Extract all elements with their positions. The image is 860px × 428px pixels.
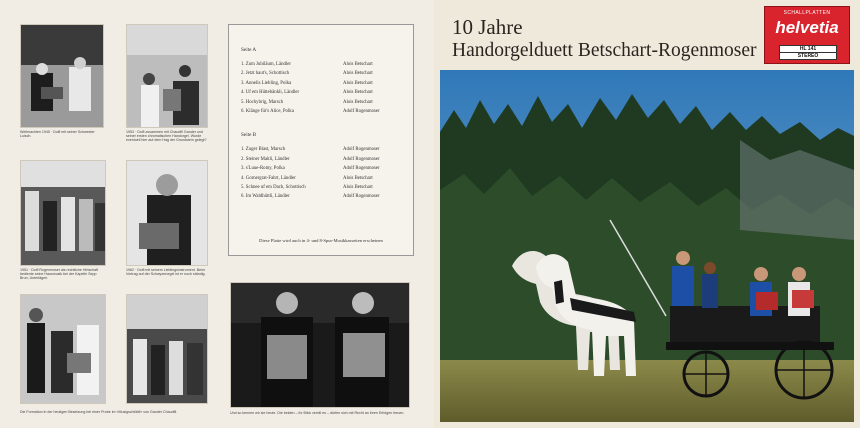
track-title: 1. Zum Jubiläum, Ländler [241,62,291,67]
side-a-tracks [241,60,401,116]
track-title: 3. s'Luue-Romy, Polka [241,166,285,172]
track-row [241,145,401,154]
side-b-label: Seite B [241,132,257,139]
track-composer: Adolf Rogenmoser [343,194,380,200]
track-row [241,98,401,107]
stereo-label: STEREO [780,52,836,59]
track-composer: Alois Betschart [343,80,373,86]
track-row [241,164,401,173]
label-logo [764,6,850,64]
track-row [241,79,401,88]
photo-musigstuebli [126,294,208,404]
front-cover [434,0,860,428]
caption-1: Weihnachten 1945 · Dolfi mit seiner Schwester Luisch. [20,130,95,139]
track-title: 3. Annelis Liebling, Polka [241,80,292,86]
cover-photo-carriage [440,70,854,422]
photo-band-1951 [20,160,106,266]
track-title: 2. Jetzt haut's, Schottisch [241,71,290,77]
track-title: 6. Im Waldhüttli, Ländler [241,194,290,200]
photo-rehearsal [20,294,106,404]
track-row [241,88,401,97]
track-composer: Alois Betschart [343,185,373,191]
caption-6: Und so kennen wir sie heute. Die beiden – ihr Blick verrät es – dürfen sich mit Recht an ihren Erfolgen freuen. [230,411,405,415]
track-row [241,155,401,164]
track-title: 1. Zuger Blast, Marsch [241,147,286,153]
catalog-box [779,45,837,60]
track-composer: Adolf Rogenmoser [343,147,380,153]
photo-1953 [126,24,208,128]
track-row [241,183,401,192]
track-composer: Alois Betschart [343,90,373,96]
caption-5: Die Formation in der heutigen Besetzung bei einer Probe im «Musigschtübli» von Gander Chaudfli. [20,410,178,414]
album-title-line2: Handorgelduett Betschart-Rogenmoser [452,40,757,61]
track-row [241,60,401,69]
side-b-tracks [241,145,401,201]
track-row [241,174,401,183]
track-composer: Adolf Rogenmoser [343,109,380,115]
tracklist-box [228,24,414,256]
track-title: 2. Steiner Maitli, Ländler [241,156,290,162]
track-row [241,107,401,116]
caption-3: 1951 · Dolfi Rogenmoser als rechtliche Hirtschaft bediente seine Hausmusik bei der Kapelle Sepp Brun, Unteriägeri. [20,268,99,281]
cassette-note: Diese Platte wird auch in 4- und 8-Spur-Musikkassetten erscheinen [259,238,383,243]
logo-top-text: SCHALLPLATTEN [783,10,831,16]
track-composer: Adolf Rogenmoser [343,166,380,172]
track-title: 4. Gornergrat-Fahrt, Ländler [241,175,296,181]
track-title: 5. Hochybrig, Marsch [241,99,284,105]
track-composer: Alois Betschart [343,99,373,105]
track-row [241,69,401,78]
track-composer: Alois Betschart [343,175,373,181]
caption-2: 1953 · Dolfi zusammen mit Chaudfli Gander und seiner ersten chromatischen Handorgel. Wurde eventuell hier auf dem Hag der Grundstein gelegt? [126,130,207,143]
track-title: 6. Klänge für's Alice, Polka [241,109,294,115]
photo-1962 [126,160,208,266]
track-composer: Adolf Rogenmoser [343,156,380,162]
side-a-label: Seite A [241,47,257,53]
track-title: 5. Schnee uf em Dach, Schottisch [241,185,306,191]
photo-duo-today [230,282,410,408]
photo-childhood-1945 [20,24,104,128]
caption-4: 1962 · Dolfi mit seinem Lieblingsinstrument. Beim Vortrag auf der Schwyzerorgel ist er noch ständig. [126,268,206,277]
track-composer: Alois Betschart [343,71,373,77]
track-title: 4. Uf em Hüttebänkli, Ländler [241,90,300,96]
catalog-number: HL 141 [799,46,817,52]
track-composer: Alois Betschart [343,62,373,67]
track-row [241,192,401,201]
album-title-line1: 10 Jahre [452,15,523,39]
logo-brand: helvetia [775,18,839,37]
